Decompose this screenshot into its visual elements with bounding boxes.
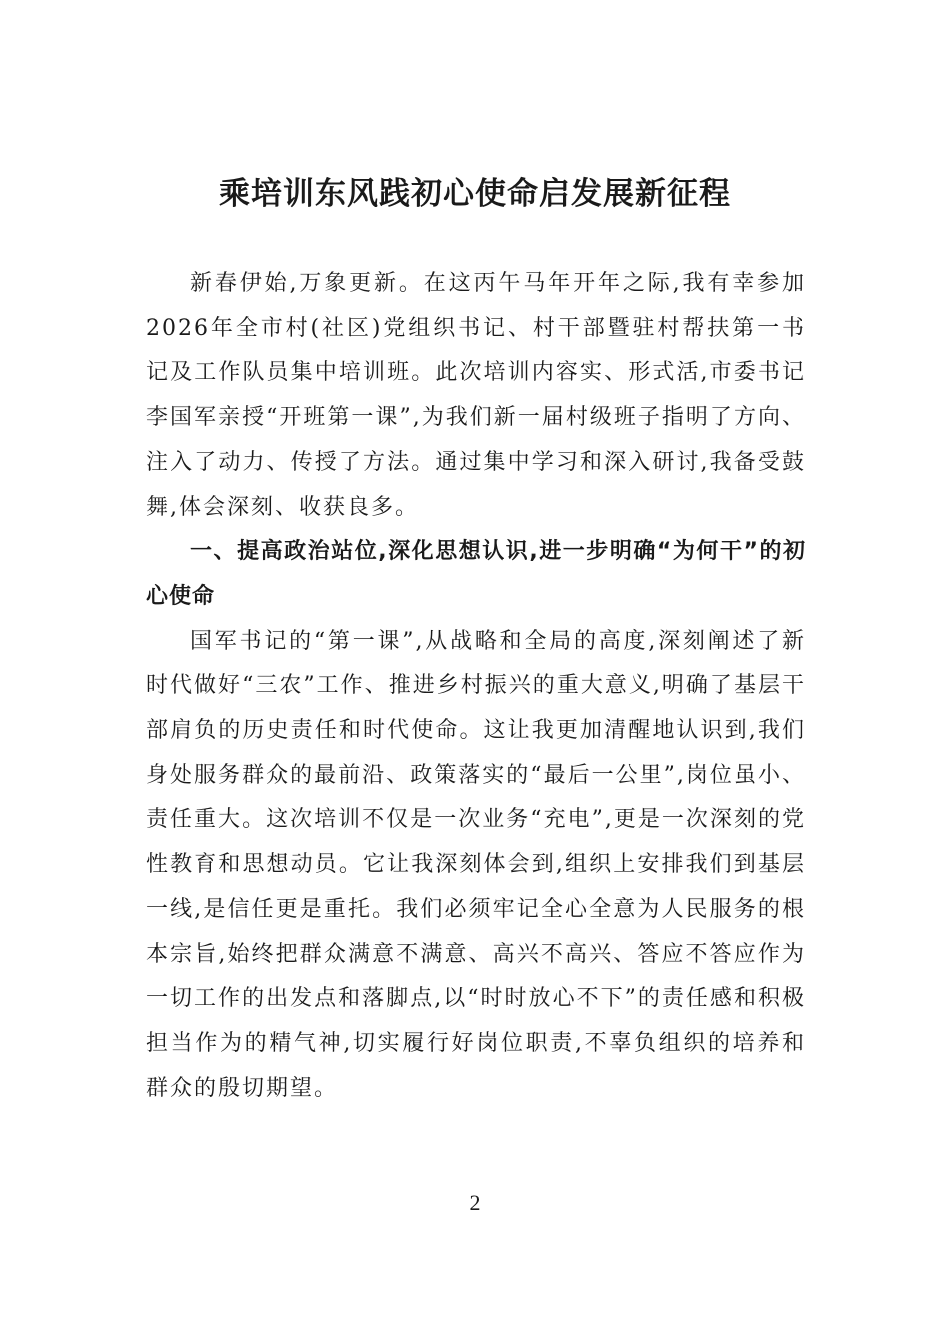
- page-number: 2: [469, 1190, 481, 1215]
- document-title: 乘培训东风践初心使命启发展新征程: [219, 176, 731, 212]
- document-body: [146, 262, 806, 1111]
- section-heading: 一、提高政治站位,深化思想认识,进一步明确“为何干”的初心使命: [146, 539, 806, 609]
- section-paragraph: 国军书记的“第一课”,从战略和全局的高度,深刻阐述了新时代做好“三农”工作、推进乡村振兴的重大意义,明确了基层干部肩负的历史责任和时代使命。这让我更加清醒地认识到,我们身处服务群众的最前沿、政策落实的“最后一公里”,岗位虽小、责任重大。这次培训不仅是一次业务“充电”,更是一次深刻的党性教育和思想动员。它让我深刻体会到,组织上安排我们到基层一线,是信任更是重托。我们必须牢记全心全意为人民服务的根本宗旨,始终把群众满意不满意、高兴不高兴、答应不答应作为一切工作的出发点和落脚点,以“时时放心不下”的责任感和积极担当作为的精气神,切实履行好岗位职责,不辜负组织的培养和群众的殷切期望。: [146, 628, 806, 1101]
- intro-paragraph: 新春伊始,万象更新。在这丙午马年开年之际,我有幸参加2026年全市村(社区)党组织书记、村干部暨驻村帮扶第一书记及工作队员集中培训班。此次培训内容实、形式活,市委书记李国军亲授“开班第一课”,为我们新一届村级班子指明了方向、注入了动力、传授了方法。通过集中学习和深入研讨,我备受鼓舞,体会深刻、收获良多。: [146, 271, 806, 520]
